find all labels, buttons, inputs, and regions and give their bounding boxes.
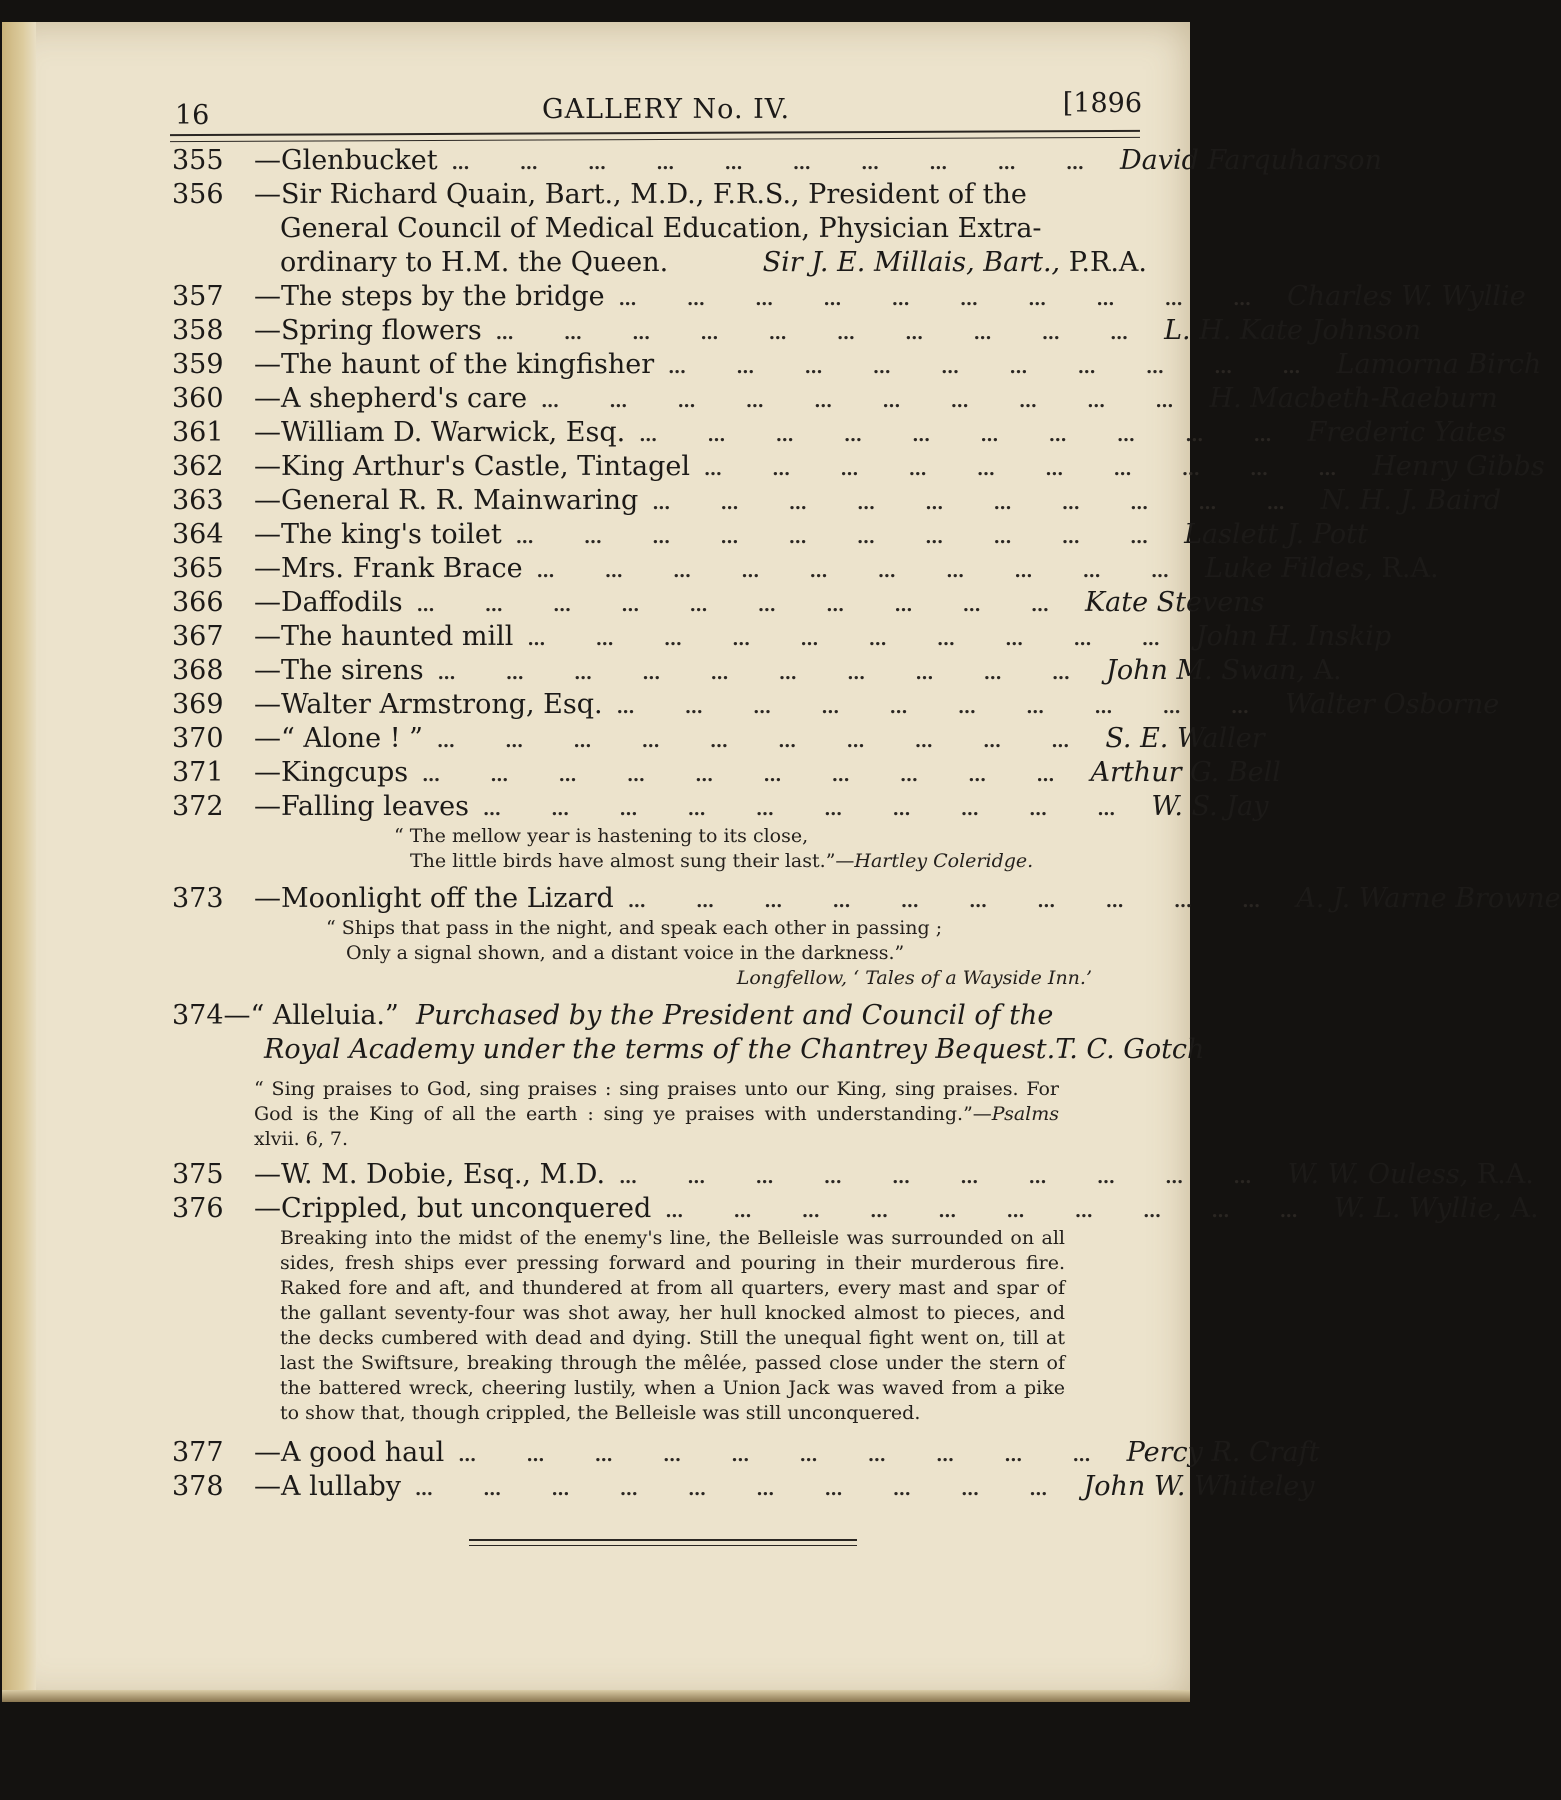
list-item: 355 — Glenbucket … … … … … … … … … … David Farquharson <box>172 144 1147 178</box>
dot-leader: … … … … … … … … … … <box>515 527 1171 548</box>
entry-title: The haunted mill <box>281 621 514 652</box>
list-item: 361 — William D. Warwick, Esq. … … … … … … … … … … Frederic Yates <box>172 416 1147 450</box>
dot-leader: … … … … … … … … … … <box>619 1167 1274 1188</box>
entry-artist: S. E. Waller <box>1105 723 1265 754</box>
entry-title: William D. Warwick, Esq. <box>281 417 626 448</box>
list-item: 360 — A shepherd's care … … … … … … … … … … H. Macbeth-Raeburn <box>172 382 1147 416</box>
dot-leader: … … … … … … … … … … <box>415 1479 1070 1500</box>
quote-attribution: Hartley Coleridge. <box>854 850 1034 872</box>
entry-artist: W. W. Ouless, R.A. <box>1287 1159 1534 1190</box>
dot-leader: … … … … … … … … … … <box>618 289 1274 310</box>
list-item: 370 — “ Alone ! ” … … … … … … … … … … S. E. Waller <box>172 722 1147 756</box>
dot-leader: … … … … … … … … … … <box>416 595 1071 616</box>
entry-artist: Percy R. Craft <box>1126 1437 1320 1468</box>
entry-number: 357 <box>172 281 224 312</box>
catalogue-page <box>2 22 1561 1702</box>
entry-title: Glenbucket <box>281 145 438 176</box>
entry-number: 365 <box>172 553 224 584</box>
entry-title: A shepherd's care <box>281 383 528 414</box>
entry-number: 355 <box>172 145 224 176</box>
entry-artist: John M. Swan, A. <box>1106 655 1342 686</box>
dot-leader: … … … … … … … … … … <box>703 459 1359 480</box>
entry-number: 372 <box>172 791 224 822</box>
entry-number: 358 <box>172 315 224 346</box>
dot-leader: … … … … … … … … … … <box>437 663 1092 684</box>
quote-line: The little birds have almost sung their last.”—Hartley Coleridge. <box>410 850 1034 872</box>
entry-title: General R. R. Mainwaring <box>281 485 639 516</box>
entry-title: Spring flowers <box>281 315 482 346</box>
entry-number: 361 <box>172 417 224 448</box>
entry-artist: W. L. Wyllie, A. <box>1333 1193 1539 1224</box>
entry-title: Walter Armstrong, Esq. <box>281 689 603 720</box>
entry-title: W. M. Dobie, Esq., M.D. <box>281 1159 606 1190</box>
list-item: 377 — A good haul … … … … … … … … … … Percy R. Craft <box>172 1436 1147 1470</box>
dot-leader: … … … … … … … … … … <box>458 1445 1113 1466</box>
list-item: 368 — The sirens … … … … … … … … … … John M. Swan, A. <box>172 654 1147 688</box>
entry-title: A good haul <box>281 1437 445 1468</box>
page-header <box>167 74 1142 131</box>
page-bottom-edge <box>2 1690 1190 1702</box>
entry-title: The sirens <box>281 655 424 686</box>
list-item: 365 — Mrs. Frank Brace … … … … … … … … … … Luke Fildes, R.A. <box>172 552 1147 586</box>
dot-leader: … … … … … … … … … … <box>639 425 1294 446</box>
entry-number: 370 <box>172 723 224 754</box>
dot-leader: … … … … … … … … … … <box>422 765 1077 786</box>
list-item: 372 — Falling leaves … … … … … … … … … … W. S. Jay <box>172 790 1147 824</box>
entry-number: 378 <box>172 1471 224 1502</box>
quote-attribution: Psalms <box>991 1103 1059 1125</box>
quote-line: “ The mellow year is hastening to its close, <box>394 825 809 847</box>
entry-number: 371 <box>172 757 224 788</box>
entry-artist: Arthur G. Bell <box>1090 757 1281 788</box>
list-item: 376 — Crippled, but unconquered … … … … … … … … … … W. L. Wyllie, A. <box>172 1192 1147 1226</box>
entry-title: Falling leaves <box>281 791 469 822</box>
entry-number: 375 <box>172 1159 224 1190</box>
quote-line: Only a signal shown, and a distant voice in the darkness.” <box>346 942 905 964</box>
dot-leader: … … … … … … … … … … <box>436 731 1092 752</box>
list-item: 366 — Daffodils … … … … … … … … … … Kate Stevens <box>172 586 1147 620</box>
entry-artist: A. J. Warne Browne <box>1296 883 1561 914</box>
list-item: 378 — A lullaby … … … … … … … … … … John W. Whiteley <box>172 1470 1147 1504</box>
end-rule <box>469 1539 857 1546</box>
entry-title: The steps by the bridge <box>281 281 605 312</box>
purchase-note: Purchased by the President and Council of the <box>416 1000 1054 1031</box>
list-item: 374—“ Alleluia.” Purchased by the President and Council of the <box>172 1000 1054 1031</box>
entry-title-continued: ordinary to H.M. the Queen. Sir J. E. Millais, Bart., P.R.A. <box>280 247 1147 278</box>
dot-leader: … … … … … … … … … … <box>527 629 1182 650</box>
dot-leader: … … … … … … … … … … <box>482 799 1138 820</box>
year-label: [1896 <box>1062 88 1142 119</box>
entry-artist: Frederic Yates <box>1307 417 1507 448</box>
dot-leader: … … … … … … … … … … <box>627 891 1283 912</box>
entry-artist: Lamorna Birch <box>1336 349 1542 380</box>
entry-artist: John H. Inskip <box>1195 621 1392 652</box>
list-item: 375 — W. M. Dobie, Esq., M.D. … … … … … … … … … … W. W. Ouless, R.A. <box>172 1158 1147 1192</box>
entry-number: 366 <box>172 587 224 618</box>
list-item: 359 — The haunt of the kingfisher … … … … … … … … … … Lamorna Birch <box>172 348 1147 382</box>
entry-title: Sir Richard Quain, Bart., M.D., F.R.S., President of the <box>281 179 1027 210</box>
dot-leader: … … … … … … … … … … <box>495 323 1151 344</box>
page-edge <box>2 22 36 1702</box>
entry-number: 369 <box>172 689 224 720</box>
entry-artist: N. H. J. Baird <box>1320 485 1502 516</box>
entry-title: Daffodils <box>281 587 403 618</box>
entry-title: The king's toilet <box>281 519 502 550</box>
entry-number: 373 <box>172 883 224 914</box>
entry-number: 359 <box>172 349 224 380</box>
entry-title: Crippled, but unconquered <box>281 1193 652 1224</box>
list-item: 371 — Kingcups … … … … … … … … … … Arthur G. Bell <box>172 756 1147 790</box>
list-item: 373 — Moonlight off the Lizard … … … … … … … … … … A. J. Warne Browne <box>172 882 1147 916</box>
entry-artist: Kate Stevens <box>1085 587 1265 618</box>
catalogue-list <box>172 144 1561 1504</box>
entry-number: 363 <box>172 485 224 516</box>
entry-number: 368 <box>172 655 224 686</box>
entry-artist: David Farquharson <box>1119 145 1382 176</box>
list-item: 367 — The haunted mill … … … … … … … … … … John H. Inskip <box>172 620 1147 654</box>
dot-leader: … … … … … … … … … … <box>665 1201 1320 1222</box>
artist-suffix: P.R.A. <box>1060 247 1147 278</box>
entry-number: 360 <box>172 383 224 414</box>
list-item: 363 — General R. R. Mainwaring … … … … … … … … … … N. H. J. Baird <box>172 484 1147 518</box>
dot-leader: … … … … … … … … … … <box>541 391 1196 412</box>
dot-leader: … … … … … … … … … … <box>451 153 1106 174</box>
dot-leader: … … … … … … … … … … <box>536 561 1191 582</box>
entry-artist: Charles W. Wyllie <box>1287 281 1526 312</box>
list-item: 369 — Walter Armstrong, Esq. … … … … … … … … … … Walter Osborne <box>172 688 1147 722</box>
quote-attribution: Longfellow, ‘ Tales of a Wayside Inn.’ <box>736 967 1092 989</box>
entry-number: 367 <box>172 621 224 652</box>
header-rule <box>170 130 1140 142</box>
dot-leader: … … … … … … … … … … <box>616 697 1272 718</box>
entry-artist: T. C. Gotch <box>1055 1034 1205 1065</box>
dot-leader: … … … … … … … … … … <box>668 357 1323 378</box>
entry-number: 376 <box>172 1193 224 1224</box>
entry-title: Kingcups <box>281 757 409 788</box>
entry-title: King Arthur's Castle, Tintagel <box>281 451 690 482</box>
list-item: 357 — The steps by the bridge … … … … … … … … … … Charles W. Wyllie <box>172 280 1147 314</box>
entry-title-continued: General Council of Medical Education, Physician Extra- <box>280 213 1042 244</box>
entry-artist: Sir J. E. Millais, Bart., <box>762 247 1061 278</box>
quote-paragraph: “ Sing praises to God, sing praises : sing praises unto our King, sing praises. For God is the King of all the earth : sing ye praises with understanding.”—Psalms xlvii. 6, 7. <box>254 1078 1059 1150</box>
page-number: 16 <box>175 100 210 131</box>
entry-artist: Henry Gibbs <box>1372 451 1545 482</box>
entry-title: A lullaby <box>281 1471 402 1502</box>
entry-artist: Laslett J. Pott <box>1184 519 1368 550</box>
entry-number: 362 <box>172 451 224 482</box>
entry-artist: Walter Osborne <box>1285 689 1500 720</box>
entry-title: The haunt of the kingfisher <box>281 349 655 380</box>
entry-title: Moonlight off the Lizard <box>281 883 614 914</box>
entry-artist: John W. Whiteley <box>1083 1471 1315 1502</box>
entry-artist: H. Macbeth-Raeburn <box>1209 383 1498 414</box>
entry-number: 364 <box>172 519 224 550</box>
entry-title: “ Alleluia.” <box>250 1000 399 1031</box>
entry-artist: Luke Fildes, R.A. <box>1205 553 1439 584</box>
list-item: 364 — The king's toilet … … … … … … … … … … Laslett J. Pott <box>172 518 1147 552</box>
entry-number: 377 <box>172 1437 224 1468</box>
entry-artist: W. S. Jay <box>1151 791 1269 822</box>
list-item: 356 — Sir Richard Quain, Bart., M.D., F.R.S., President of the <box>172 179 1027 210</box>
entry-artist: L. H. Kate Johnson <box>1164 315 1421 346</box>
list-item: 362 — King Arthur's Castle, Tintagel … … … … … … … … … … Henry Gibbs <box>172 450 1147 484</box>
gallery-title: GALLERY No. IV. <box>542 94 791 125</box>
dot-leader: … … … … … … … … … … <box>652 493 1307 514</box>
description-paragraph: Breaking into the midst of the enemy's line, the Belleisle was surrounded on all sides, fresh ships ever pressing forward and pouring in their murderous fire. Raked fore and aft, and thundered at from all quarters, every mast and spar of the gallant seventy-four was shot away, her hull knocked almost to pieces, and the decks cumbered with dead and dying. Still the unequal fight went on, till at last the Swiftsure, breaking through the mêlée, passed close under the stern of the battered wreck, cheering lustily, when a Union Jack was waved from a pike to show that, though crippled, the Belleisle was still unconquered. <box>280 1227 1065 1424</box>
entry-title: Mrs. Frank Brace <box>281 553 523 584</box>
entry-number: 356 <box>172 179 224 210</box>
quote-line: “ Ships that pass in the night, and speak each other in passing ; <box>326 917 943 939</box>
list-item: 358 — Spring flowers … … … … … … … … … … L. H. Kate Johnson <box>172 314 1147 348</box>
entry-number: 374 <box>172 1000 224 1031</box>
entry-title: “ Alone ! ” <box>281 723 423 754</box>
purchase-note-continued: Royal Academy under the terms of the Chantrey Bequest. T. C. Gotch <box>264 1034 1205 1065</box>
